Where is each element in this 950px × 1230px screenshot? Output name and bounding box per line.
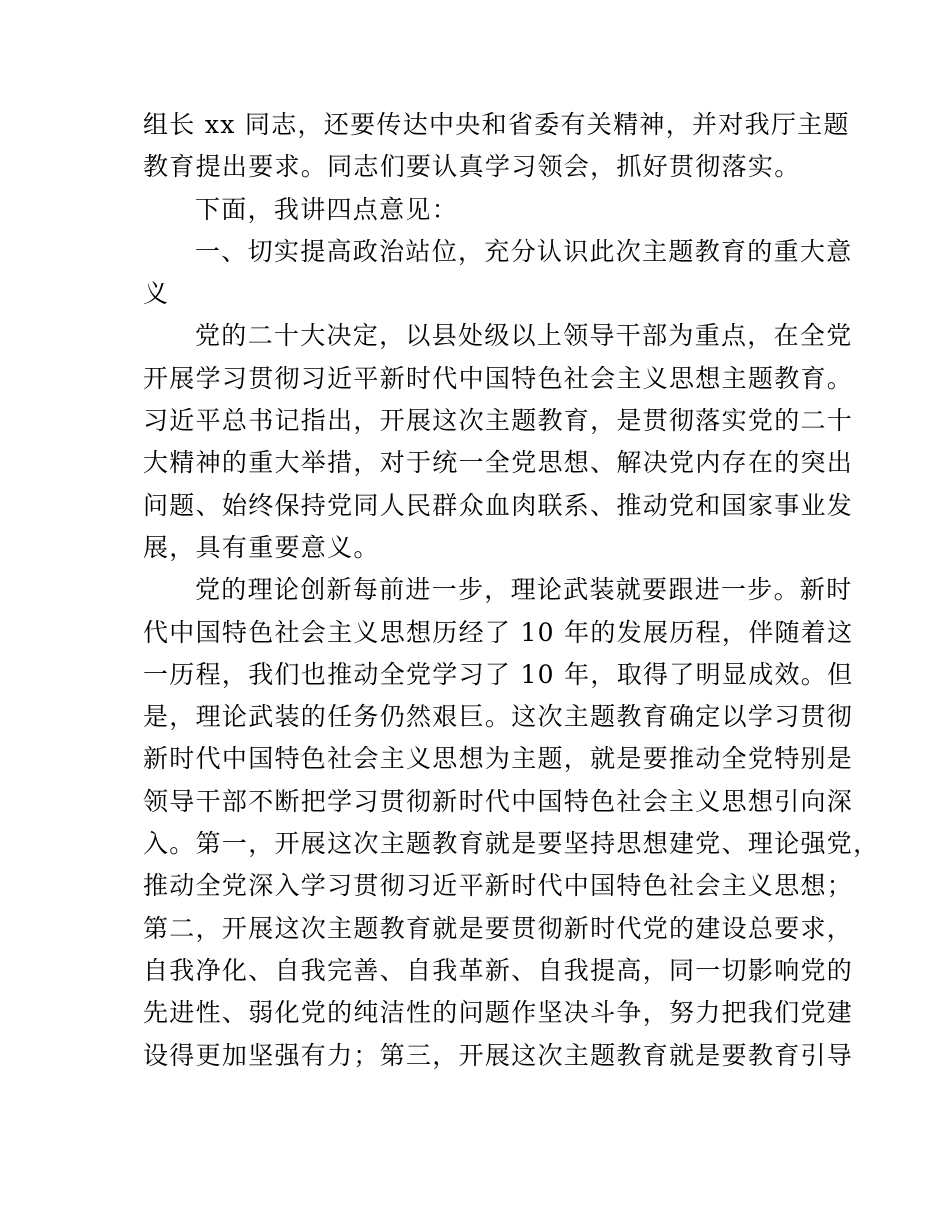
text-line: 入。第一，开展这次主题教育就是要坚持思想建党、理论强党， [143,829,880,859]
document-body [143,104,880,1077]
text-line: 自我净化、自我完善、自我革新、自我提高，同一切影响党的 [143,955,854,985]
text-line: 展，具有重要意义。 [143,532,380,562]
text-line: 先进性、弱化党的纯洁性的问题作坚决斗争，努力把我们党建 [143,998,854,1028]
text-line: 组长 xx 同志，还要传达中央和省委有关精神，并对我厅主题 [143,110,850,139]
text-line: 习近平总书记指出，开展这次主题教育，是贯彻落实党的二十 [143,406,854,436]
text-line: 一历程，我们也推动全党学习了 10 年，取得了明显成效。但 [143,659,854,689]
text-line: 开展学习贯彻习近平新时代中国特色社会主义思想主题教育。 [143,363,854,393]
text-line: 党的理论创新每前进一步，理论武装就要跟进一步。新时 [195,575,853,605]
section-heading: 义 [143,279,170,309]
text-line: 领导干部不断把学习贯彻新时代中国特色社会主义思想引向深 [143,786,854,816]
text-line: 大精神的重大举措，对于统一全党思想、解决党内存在的突出 [143,448,854,478]
section-heading: 一、切实提高政治站位，充分认识此次主题教育的重大意 [195,236,853,266]
text-line: 教育提出要求。同志们要认真学习领会，抓好贯彻落实。 [143,152,801,182]
text-line: 代中国特色社会主义思想历经了 10 年的发展历程，伴随着这 [143,617,854,647]
text-line: 设得更加坚强有力；第三，开展这次主题教育就是要教育引导 [143,1040,854,1070]
text-line: 党的二十大决定，以县处级以上领导干部为重点，在全党 [195,321,853,351]
text-line: 新时代中国特色社会主义思想为主题，就是要推动全党特别是 [143,744,854,774]
text-line: 问题、始终保持党同人民群众血肉联系、推动党和国家事业发 [143,490,854,520]
text-line: 推动全党深入学习贯彻习近平新时代中国特色社会主义思想； [143,871,854,901]
text-line: 下面，我讲四点意见： [195,194,459,224]
text-line: 是，理论武装的任务仍然艰巨。这次主题教育确定以学习贯彻 [143,702,854,732]
text-line: 第二，开展这次主题教育就是要贯彻新时代党的建设总要求， [143,913,854,943]
